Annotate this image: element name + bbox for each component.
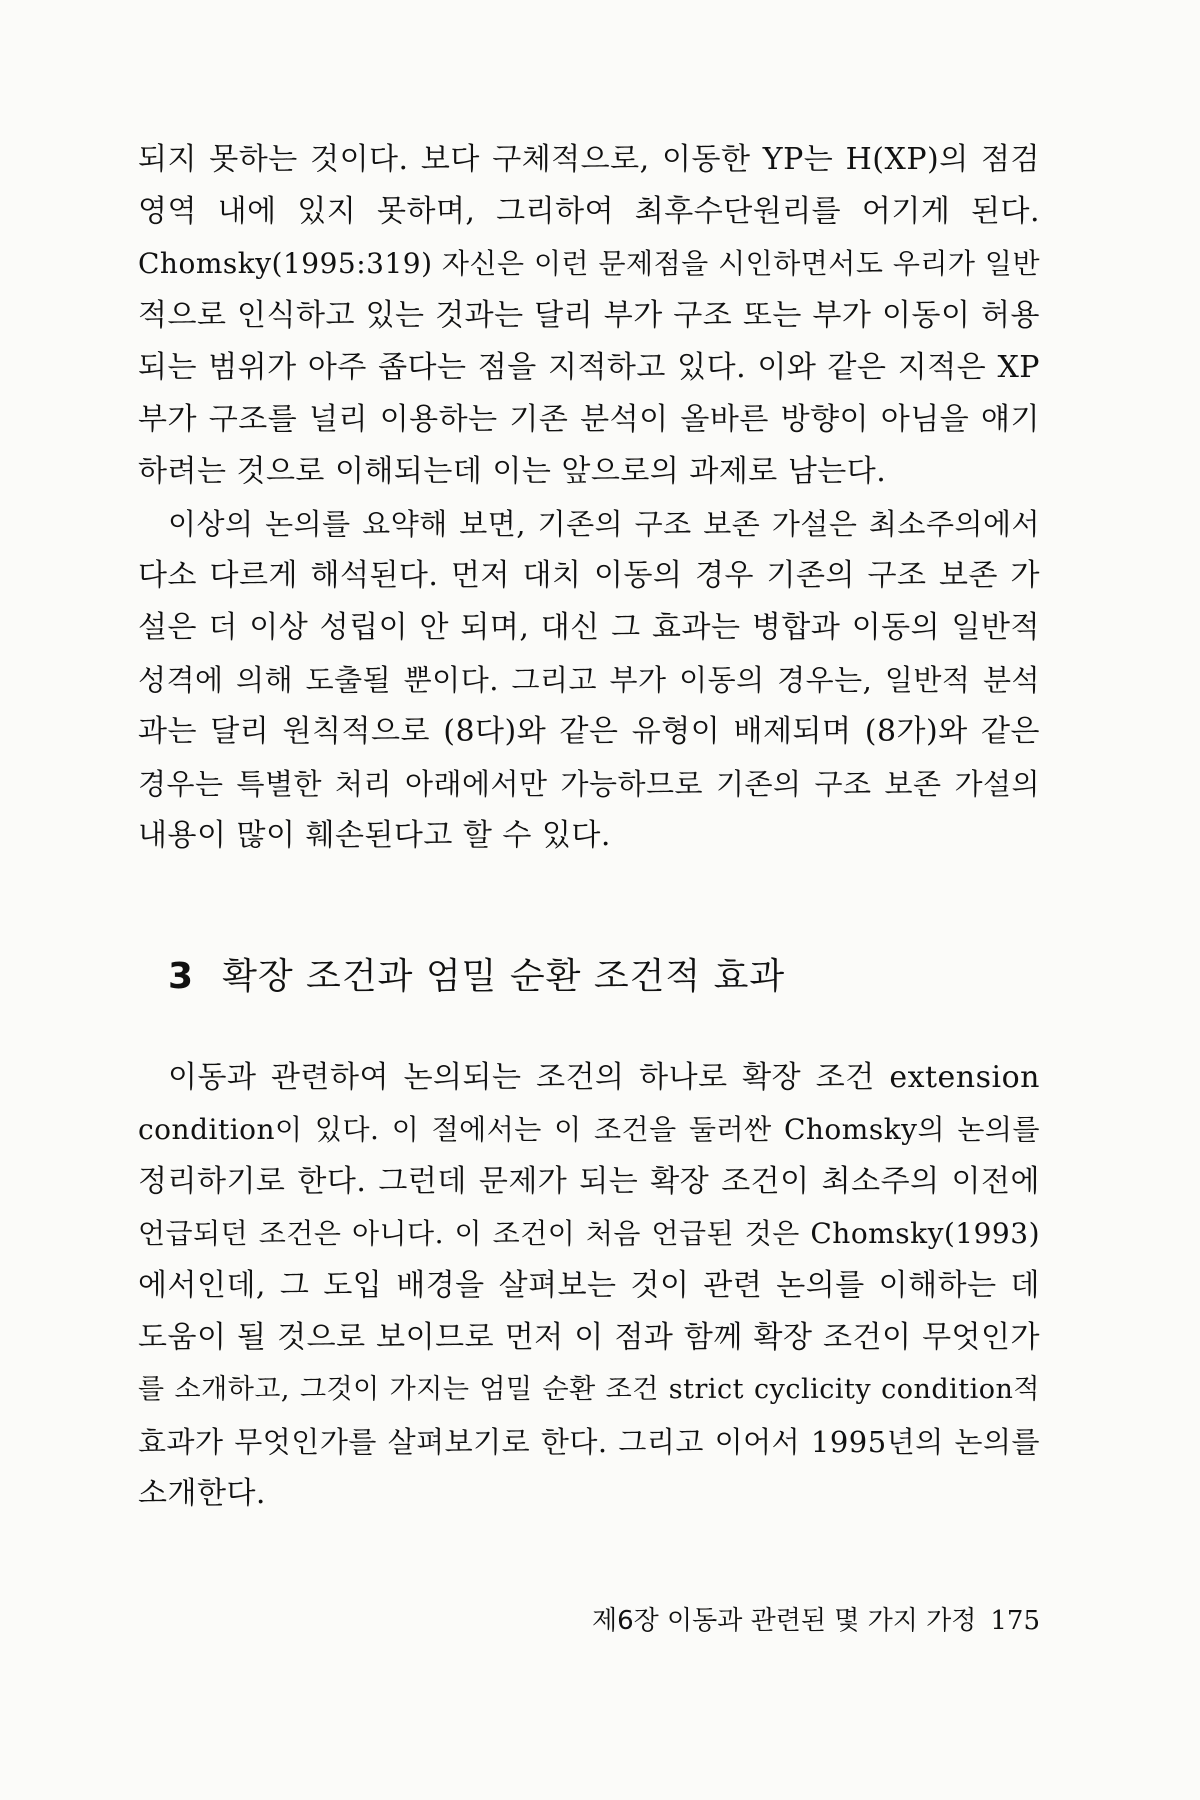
page-number: 175 (990, 1606, 1040, 1636)
paragraph-line: Chomsky(1995:319) 자신은 이런 문제점을 시인하면서도 우리가 일반 (138, 247, 1040, 280)
paragraph-line: 영역 내에 있지 못하며, 그리하여 최후수단원리를 어기게 된다. (138, 194, 1040, 229)
paragraph-line: 성격에 의해 도출될 뿐이다. 그리고 부가 이동의 경우는, 일반적 분석 (138, 663, 1040, 697)
running-head: 제6장 이동과 관련된 몇 가지 가정 (591, 1606, 977, 1636)
paragraph-line: 효과가 무엇인가를 살펴보기로 한다. 그리고 이어서 1995년의 논의를 (138, 1425, 1040, 1459)
paragraph-line: 를 소개하고, 그것이 가지는 엄밀 순환 조건 strict cyclicity condition적 (138, 1374, 1040, 1405)
paragraph-line: 되는 범위가 아주 좁다는 점을 지적하고 있다. 이와 같은 지적은 XP (138, 350, 1040, 385)
paragraph-line: 정리하기로 한다. 그런데 문제가 되는 확장 조건이 최소주의 이전에 (138, 1164, 1040, 1199)
section-number: 3 (168, 956, 195, 997)
section-heading (168, 955, 785, 999)
paragraph-line: 부가 구조를 널리 이용하는 기존 분석이 올바른 방향이 아님을 얘기 (138, 402, 1040, 437)
paragraph-line: 경우는 특별한 처리 아래에서만 가능하므로 기존의 구조 보존 가설의 (138, 767, 1040, 801)
paragraph-line: 설은 더 이상 성립이 안 되며, 대신 그 효과는 병합과 이동의 일반적 (138, 610, 1040, 645)
paragraph-line: 언급되던 조건은 아니다. 이 조건이 처음 언급된 것은 Chomsky(1993) (138, 1217, 1040, 1250)
paragraph-line: 에서인데, 그 도입 배경을 살펴보는 것이 관련 논의를 이해하는 데 (138, 1268, 1040, 1303)
paragraph-line: 되지 못하는 것이다. 보다 구체적으로, 이동한 YP는 H(XP)의 점검 (138, 142, 1040, 177)
paragraph-line: condition이 있다. 이 절에서는 이 조건을 둘러싼 Chomsky의 논의를 (138, 1113, 1040, 1146)
paragraph-line: 이상의 논의를 요약해 보면, 기존의 구조 보존 가설은 최소주의에서 (168, 507, 1040, 541)
section-title: 확장 조건과 엄밀 순환 조건적 효과 (222, 956, 786, 997)
paragraph-line: 다소 다르게 해석된다. 먼저 대치 이동의 경우 기존의 구조 보존 가 (138, 558, 1040, 593)
paragraph-line: 소개한다. (138, 1476, 266, 1511)
paragraph-line: 이동과 관련하여 논의되는 조건의 하나로 확장 조건 extension (168, 1060, 1040, 1095)
paragraph-line: 과는 달리 원칙적으로 (8다)와 같은 유형이 배제되며 (8가)와 같은 (138, 714, 1040, 749)
paragraph-line: 도움이 될 것으로 보이므로 먼저 이 점과 함께 확장 조건이 무엇인가 (138, 1320, 1040, 1355)
paragraph-line: 하려는 것으로 이해되는데 이는 앞으로의 과제로 남는다. (138, 454, 887, 489)
paragraph-line: 적으로 인식하고 있는 것과는 달리 부가 구조 또는 부가 이동이 허용 (138, 298, 1040, 333)
page-footer (592, 1605, 1040, 1637)
paragraph-line: 내용이 많이 훼손된다고 할 수 있다. (138, 818, 611, 853)
